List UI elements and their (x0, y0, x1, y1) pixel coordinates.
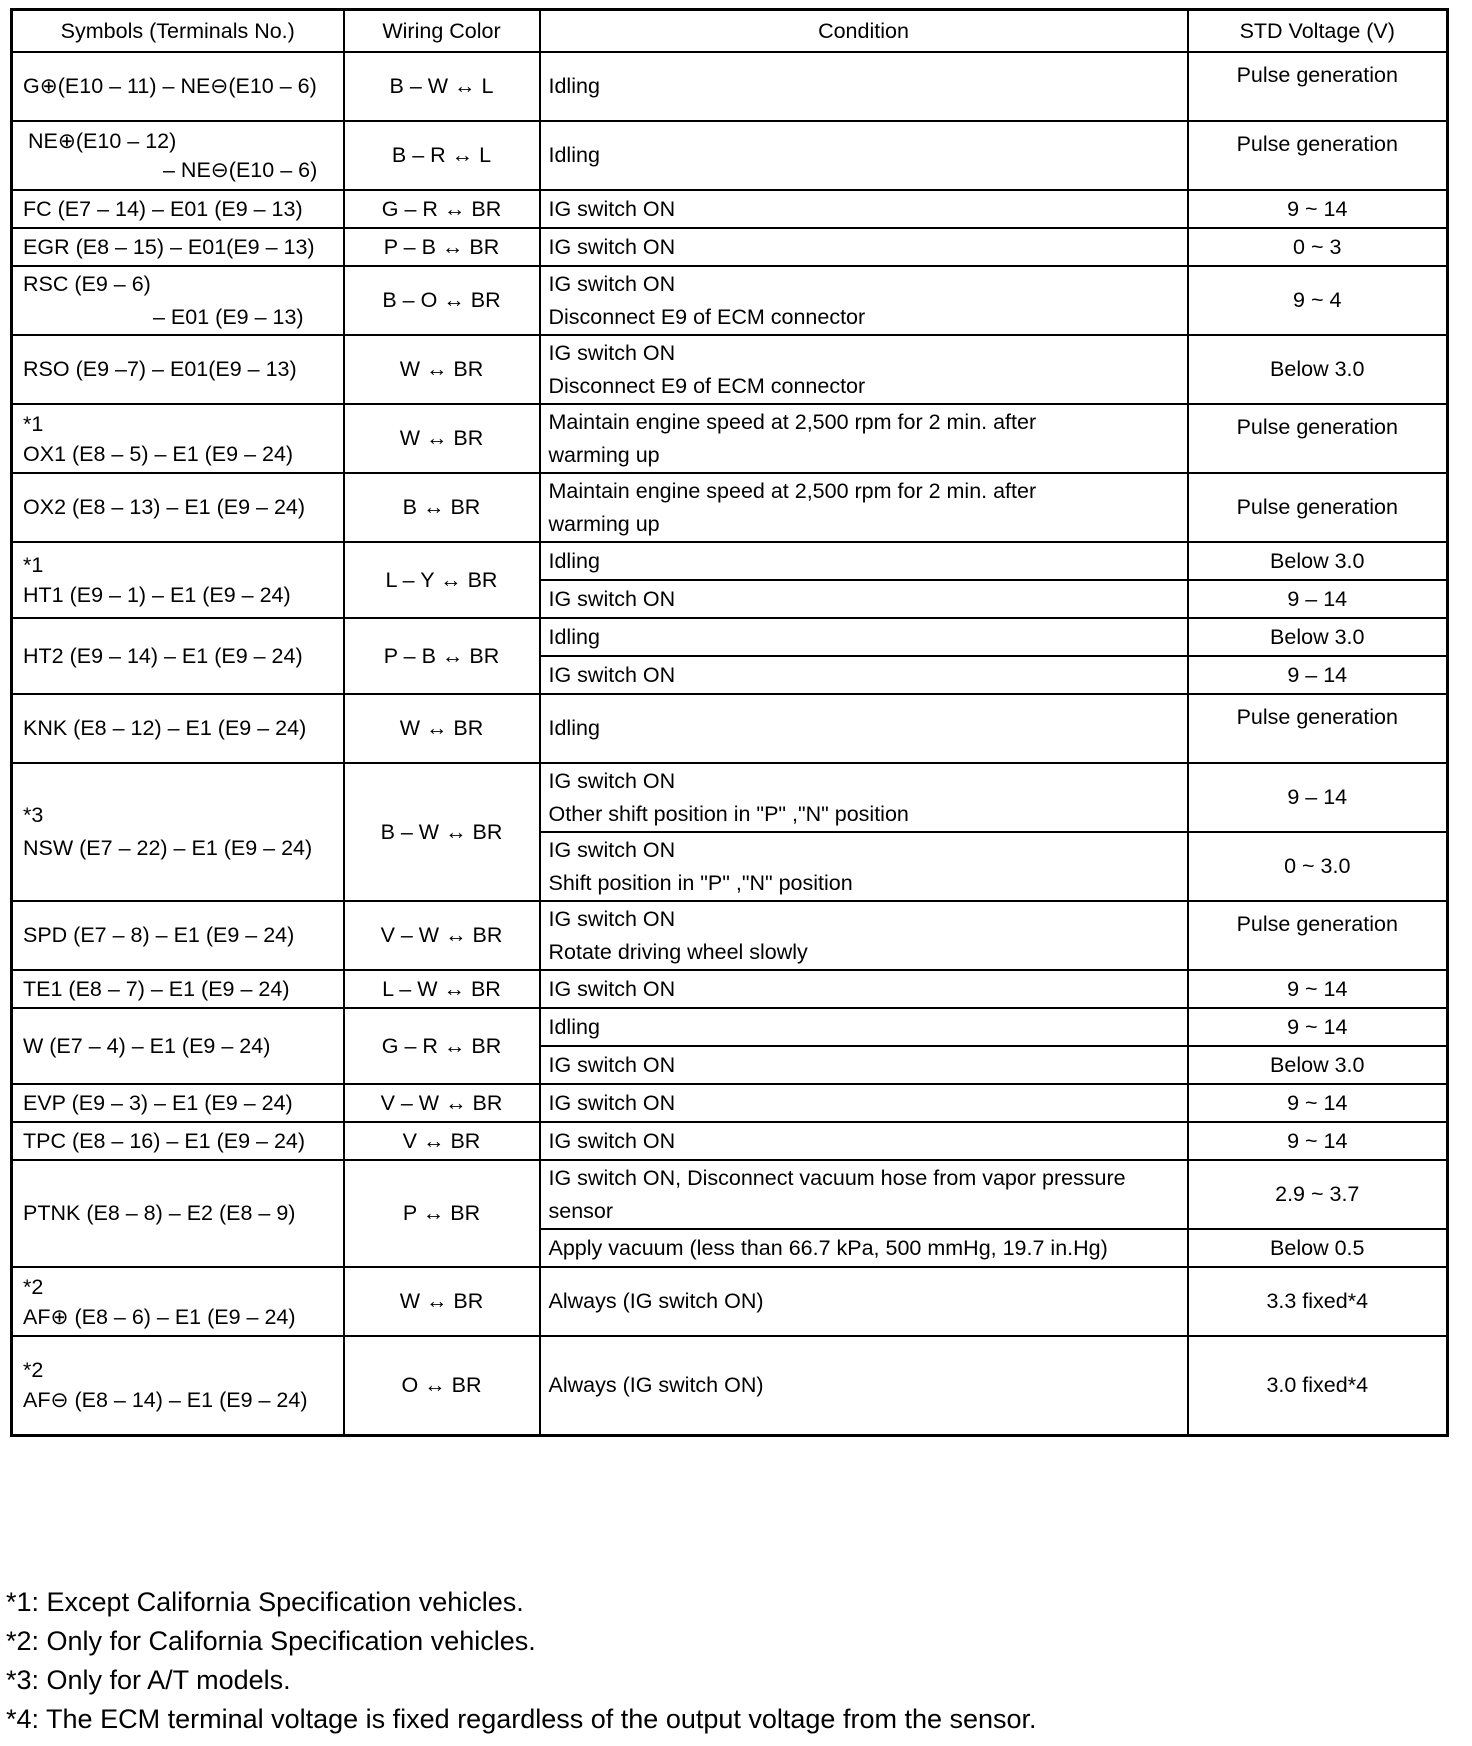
terminal-symbol-line: W (E7 – 4) – E1 (E9 – 24) (23, 1033, 271, 1058)
table-header-row (12, 10, 1448, 53)
condition (540, 190, 1188, 228)
wiring-color: W ↔ BR (344, 694, 540, 763)
condition (540, 473, 1188, 542)
table-row (12, 618, 1448, 656)
terminal-symbol (12, 618, 344, 694)
std-voltage: 9 ~ 14 (1188, 1122, 1448, 1160)
table-row (12, 1267, 1448, 1336)
condition (540, 1160, 1188, 1229)
std-voltage: 0 ~ 3 (1188, 228, 1448, 266)
terminal-symbol-line: RSO (E9 –7) – E01(E9 – 13) (23, 357, 297, 381)
table-row (12, 1008, 1448, 1046)
condition-line: IG switch ON (548, 1128, 676, 1153)
table-row (12, 1336, 1448, 1435)
condition (540, 228, 1188, 266)
condition (540, 1084, 1188, 1122)
header-std-voltage: STD Voltage (V) (1188, 10, 1448, 53)
terminal-symbol (12, 1267, 344, 1336)
std-voltage: Below 3.0 (1188, 542, 1448, 580)
terminal-symbol (12, 1336, 344, 1435)
condition-line: IG switch ON (548, 976, 676, 1001)
terminal-symbol-line: KNK (E8 – 12) – E1 (E9 – 24) (23, 716, 307, 740)
condition (540, 832, 1188, 901)
terminal-symbol-line: RSC (E9 – 6) (23, 271, 151, 296)
table-row (12, 404, 1448, 473)
wiring-color: B – W ↔ BR (344, 763, 540, 901)
condition-line: Maintain engine speed at 2,500 rpm for 2 min. after (548, 409, 1037, 434)
condition-line: Shift position in "P" ,"N" position (548, 870, 853, 895)
condition-line: Always (IG switch ON) (548, 1289, 764, 1313)
std-voltage: 9 ~ 14 (1188, 190, 1448, 228)
std-voltage: 9 ~ 4 (1188, 266, 1448, 335)
condition (540, 1008, 1188, 1046)
condition-line: Rotate driving wheel slowly (548, 939, 808, 964)
ecm-terminal-table (10, 8, 1449, 1437)
table-row (12, 473, 1448, 542)
table-row (12, 190, 1448, 228)
terminal-symbol-line: AF⊖ (E8 – 14) – E1 (E9 – 24) (23, 1388, 308, 1413)
condition-line: IG switch ON (548, 906, 676, 931)
condition-line: Idling (548, 143, 600, 167)
wiring-color: B – R ↔ L (344, 121, 540, 190)
terminal-symbol (12, 52, 344, 121)
terminal-symbol-line: OX1 (E8 – 5) – E1 (E9 – 24) (23, 441, 294, 466)
std-voltage: Pulse generation (1188, 121, 1448, 190)
std-voltage: 0 ~ 3.0 (1188, 832, 1448, 901)
condition (540, 266, 1188, 335)
condition-line: sensor (548, 1198, 614, 1223)
wiring-color: B – O ↔ BR (344, 266, 540, 335)
table-row (12, 266, 1448, 335)
terminal-symbol-line: TPC (E8 – 16) – E1 (E9 – 24) (23, 1128, 306, 1153)
condition-line: Idling (548, 716, 600, 740)
wiring-color: L – Y ↔ BR (344, 542, 540, 618)
terminal-symbol-line: TE1 (E8 – 7) – E1 (E9 – 24) (23, 976, 290, 1001)
terminal-symbol (12, 473, 344, 542)
terminal-symbol (12, 901, 344, 970)
std-voltage: 9 – 14 (1188, 763, 1448, 832)
table-body (12, 52, 1448, 1435)
terminal-symbol-line: G⊕(E10 – 11) – NE⊖(E10 – 6) (23, 74, 317, 98)
std-voltage: 9 ~ 14 (1188, 1084, 1448, 1122)
table-row (12, 763, 1448, 832)
condition (540, 694, 1188, 763)
wiring-color: V – W ↔ BR (344, 1084, 540, 1122)
footnote: *4: The ECM terminal voltage is fixed regardless of the output voltage from the sensor. (6, 1704, 1037, 1734)
condition (540, 542, 1188, 580)
terminal-symbol (12, 542, 344, 618)
condition-line: IG switch ON (548, 196, 676, 221)
terminal-symbol-line: AF⊕ (E8 – 6) – E1 (E9 – 24) (23, 1304, 296, 1329)
terminal-symbol (12, 335, 344, 404)
condition-line: Apply vacuum (less than 66.7 kPa, 500 mmHg, 19.7 in.Hg) (548, 1235, 1108, 1260)
wiring-color: W ↔ BR (344, 404, 540, 473)
footnote-marker: *2 (23, 1358, 44, 1383)
footnotes (6, 1583, 1037, 1739)
terminal-symbol-line: EVP (E9 – 3) – E1 (E9 – 24) (23, 1090, 293, 1115)
condition (540, 335, 1188, 404)
footnote-marker: *1 (23, 411, 44, 436)
std-voltage: 3.3 fixed*4 (1188, 1267, 1448, 1336)
footnote: *2: Only for California Specification vehicles. (6, 1626, 536, 1656)
condition-line: Idling (548, 624, 600, 649)
condition-line: IG switch ON (548, 1052, 676, 1077)
condition-line: warming up (548, 442, 660, 467)
condition-line: Idling (548, 548, 600, 573)
terminal-symbol-line: – E01 (E9 – 13) (153, 304, 304, 329)
table-row (12, 542, 1448, 580)
table-row (12, 694, 1448, 763)
wiring-color: W ↔ BR (344, 1267, 540, 1336)
condition-line: IG switch ON (548, 837, 676, 862)
table-row (12, 121, 1448, 190)
condition (540, 121, 1188, 190)
terminal-symbol (12, 228, 344, 266)
table-row (12, 1084, 1448, 1122)
terminal-symbol-line: HT2 (E9 – 14) – E1 (E9 – 24) (23, 643, 303, 668)
terminal-symbol-line: OX2 (E8 – 13) – E1 (E9 – 24) (23, 495, 306, 519)
table-row (12, 1122, 1448, 1160)
table-row (12, 970, 1448, 1008)
condition-line: IG switch ON (548, 1090, 676, 1115)
condition-line: Disconnect E9 of ECM connector (548, 304, 866, 329)
std-voltage: Pulse generation (1188, 901, 1448, 970)
wiring-color: O ↔ BR (344, 1336, 540, 1435)
terminal-symbol-line: PTNK (E8 – 8) – E2 (E8 – 9) (23, 1201, 296, 1225)
terminal-symbol (12, 1122, 344, 1160)
condition (540, 970, 1188, 1008)
wiring-color: V – W ↔ BR (344, 901, 540, 970)
terminal-symbol (12, 970, 344, 1008)
terminal-symbol-line: EGR (E8 – 15) – E01(E9 – 13) (23, 234, 315, 259)
condition (540, 763, 1188, 832)
terminal-symbol-line: NSW (E7 – 22) – E1 (E9 – 24) (23, 836, 313, 860)
condition-line: Other shift position in "P" ,"N" position (548, 801, 909, 826)
condition (540, 901, 1188, 970)
std-voltage: Below 3.0 (1188, 618, 1448, 656)
footnote-marker: *2 (23, 1274, 44, 1299)
terminal-symbol-line: FC (E7 – 14) – E01 (E9 – 13) (23, 196, 303, 221)
header-wiring-color: Wiring Color (344, 10, 540, 53)
condition-line: IG switch ON (548, 768, 676, 793)
std-voltage: 9 ~ 14 (1188, 970, 1448, 1008)
condition-line: IG switch ON (548, 586, 676, 611)
condition (540, 404, 1188, 473)
condition-line: Idling (548, 1014, 600, 1039)
terminal-symbol (12, 404, 344, 473)
condition-line: Disconnect E9 of ECM connector (548, 373, 866, 398)
terminal-symbol-line: NE⊕(E10 – 12) (28, 128, 177, 153)
terminal-voltage-sheet (10, 8, 1446, 1437)
wiring-color: L – W ↔ BR (344, 970, 540, 1008)
condition (540, 656, 1188, 694)
wiring-color: G – R ↔ BR (344, 190, 540, 228)
table-row (12, 335, 1448, 404)
wiring-color: V ↔ BR (344, 1122, 540, 1160)
table-row (12, 52, 1448, 121)
terminal-symbol (12, 1084, 344, 1122)
condition (540, 1336, 1188, 1435)
condition (540, 1229, 1188, 1267)
table-row (12, 228, 1448, 266)
footnote: *1: Except California Specification vehicles. (6, 1587, 524, 1617)
condition (540, 1122, 1188, 1160)
wiring-color: B ↔ BR (344, 473, 540, 542)
wiring-color: B – W ↔ L (344, 52, 540, 121)
condition-line: IG switch ON (548, 234, 676, 259)
terminal-symbol-line: – NE⊖(E10 – 6) (163, 157, 318, 182)
std-voltage: 9 – 14 (1188, 656, 1448, 694)
footnote-marker: *3 (23, 803, 44, 827)
condition-line: IG switch ON, Disconnect vacuum hose from vapor pressure (548, 1165, 1126, 1190)
std-voltage: Pulse generation (1188, 694, 1448, 763)
wiring-color: P – B ↔ BR (344, 228, 540, 266)
condition (540, 618, 1188, 656)
wiring-color: G – R ↔ BR (344, 1008, 540, 1084)
condition (540, 1267, 1188, 1336)
std-voltage: 3.0 fixed*4 (1188, 1336, 1448, 1435)
terminal-symbol (12, 1008, 344, 1084)
terminal-symbol (12, 1160, 344, 1267)
header-condition: Condition (540, 10, 1188, 53)
terminal-symbol (12, 763, 344, 901)
std-voltage: Below 3.0 (1188, 335, 1448, 404)
condition-line: Idling (548, 74, 600, 98)
footnote-marker: *1 (23, 553, 44, 577)
std-voltage: 2.9 ~ 3.7 (1188, 1160, 1448, 1229)
std-voltage: Below 0.5 (1188, 1229, 1448, 1267)
condition-line: warming up (548, 511, 660, 536)
header-symbols: Symbols (Terminals No.) (12, 10, 344, 53)
condition (540, 580, 1188, 618)
std-voltage: 9 ~ 14 (1188, 1008, 1448, 1046)
terminal-symbol (12, 694, 344, 763)
condition-line: IG switch ON (548, 662, 676, 687)
condition (540, 52, 1188, 121)
condition-line: IG switch ON (548, 340, 676, 365)
table-row (12, 901, 1448, 970)
std-voltage: 9 – 14 (1188, 580, 1448, 618)
terminal-symbol (12, 121, 344, 190)
condition-line: Always (IG switch ON) (548, 1372, 764, 1397)
terminal-symbol-line: SPD (E7 – 8) – E1 (E9 – 24) (23, 923, 295, 947)
condition-line: IG switch ON (548, 271, 676, 296)
std-voltage: Pulse generation (1188, 473, 1448, 542)
wiring-color: P – B ↔ BR (344, 618, 540, 694)
std-voltage: Pulse generation (1188, 404, 1448, 473)
terminal-symbol (12, 266, 344, 335)
std-voltage: Pulse generation (1188, 52, 1448, 121)
wiring-color: W ↔ BR (344, 335, 540, 404)
terminal-symbol-line: HT1 (E9 – 1) – E1 (E9 – 24) (23, 583, 291, 607)
terminal-symbol (12, 190, 344, 228)
std-voltage: Below 3.0 (1188, 1046, 1448, 1084)
condition (540, 1046, 1188, 1084)
wiring-color: P ↔ BR (344, 1160, 540, 1267)
condition-line: Maintain engine speed at 2,500 rpm for 2 min. after (548, 478, 1037, 503)
footnote: *3: Only for A/T models. (6, 1665, 291, 1695)
table-row (12, 1160, 1448, 1229)
